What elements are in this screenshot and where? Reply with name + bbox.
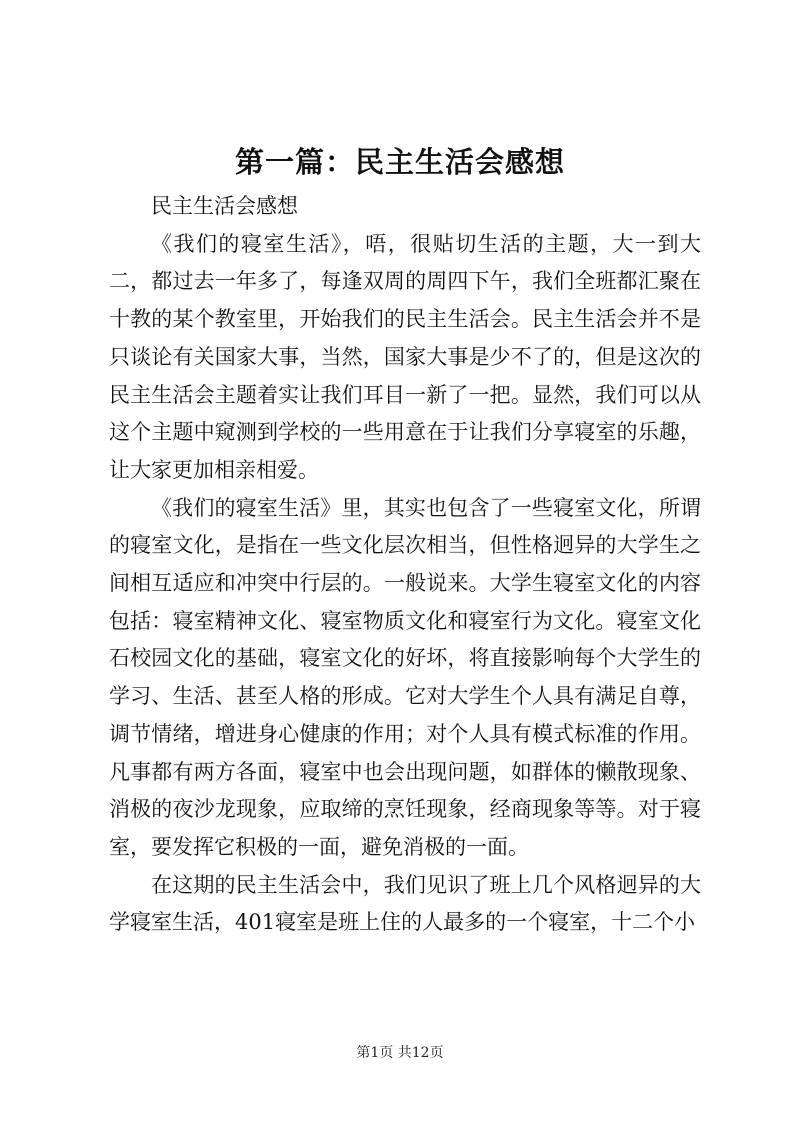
page-number-footer: 第1页 共12页 <box>356 1045 444 1061</box>
paragraph-3: 在这期的民主生活会中，我们见识了班上几个风格迥异的大学寝室生活，401寝室是班上住的人最多的一个寝室，十二个小 <box>109 872 701 935</box>
paragraph-subtitle: 民主生活会感想 <box>151 194 298 218</box>
paragraph-1: 《我们的寝室生活》，唔，很贴切生活的主题，大一到大二，都过去一年多了，每逢双周的周四下午，我们全班都汇聚在十教的某个教室里，开始我们的民主生活会。民主生活会并不是只谈论有关国家大事，当然，国家大事是少不了的，但是这次的民主生活会主题着实让我们耳目一新了一把。显然，我们可以从这个主题中窥测到学校的一些用意在于让我们分享寝室的乐趣，让大家更加相亲相爱。 <box>109 231 701 482</box>
paragraph-2: 《我们的寝室生活》里，其实也包含了一些寝室文化，所谓的寝室文化，是指在一些文化层次相当，但性格迥异的大学生之间相互适应和冲突中行层的。一般说来。大学生寝室文化的内容包括：寝室精神文化、寝室物质文化和寝室行为文化。寝室文化石校园文化的基础，寝室文化的好坏，将直接影响每个大学生的学习、生活、甚至人格的形成。它对大学生个人具有满足自尊，调节情绪，增进身心健康的作用；对个人具有模式标准的作用。凡事都有两方各面，寝室中也会出现问题，如群体的懒散现象、消极的夜沙龙现象，应取缔的烹饪现象，经商现象等等。对于寝室，要发挥它积极的一面，避免消极的一面。 <box>109 495 701 859</box>
document-body <box>109 188 701 942</box>
document-title: 第一篇：民主生活会感想 <box>234 145 565 179</box>
